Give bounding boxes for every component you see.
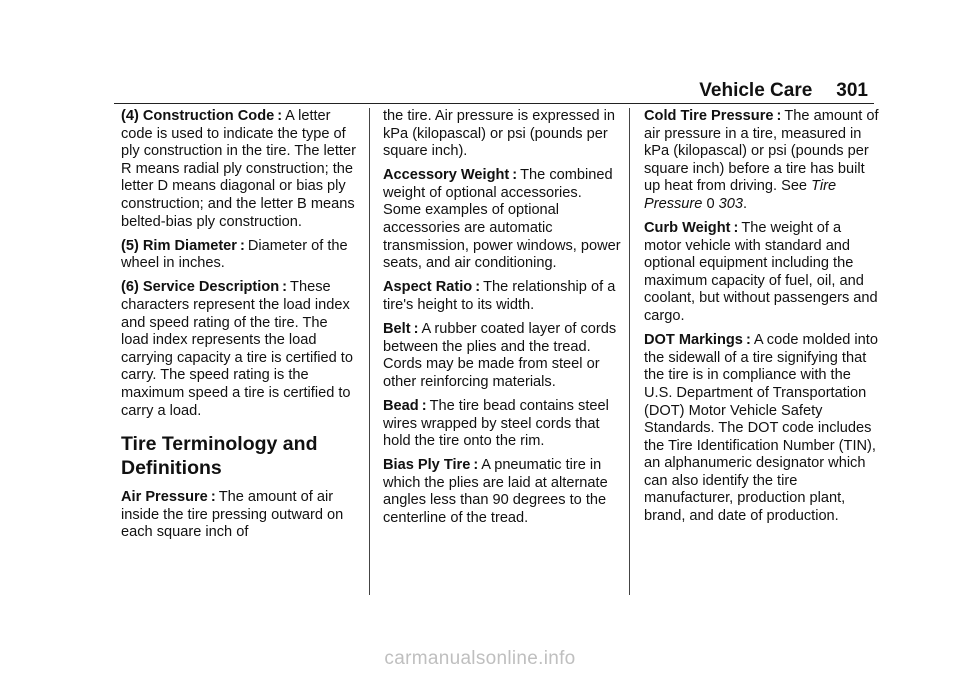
definition-text: These characters represent the load index and speed rating of the tire. The load index represents the load carrying capacity a tire is certified to carry. The speed rating is the maximum speed a tire is certified to carry a load.: [121, 279, 353, 419]
column-divider: [629, 108, 630, 595]
definition-text: A pneumatic tire in which the plies are laid at alternate angles less than 90 degrees to the centerline of the tread.: [383, 457, 608, 526]
header-rule: [114, 103, 874, 104]
watermark: carmanualsonline.info: [384, 648, 576, 669]
definition-air-pressure: Air Pressure : The amount of air inside the tire pressing outward on each square inch of: [121, 489, 344, 541]
term: (4) Construction Code: [121, 108, 275, 124]
definition-text: The amount of air inside the tire pressing outward on each square inch of: [121, 489, 344, 541]
page-reference-marker: 0: [706, 195, 715, 212]
section-heading: Tire Terminology and Definitions: [121, 433, 318, 480]
column-divider: [369, 108, 370, 595]
definition-rim-diameter: (5) Rim Diameter : Diameter of the wheel in inches.: [121, 237, 348, 272]
definition-text: Diameter of the wheel in inches.: [121, 237, 348, 272]
term: Accessory Weight: [383, 167, 510, 184]
term: Curb Weight: [644, 220, 731, 237]
definition-text: A letter code is used to indicate the type of ply construction in the tire. The letter R means radial ply construction; the letter D means diagonal or bias ply construction; and the letter B means belted-bias ply construction.: [121, 108, 356, 230]
column-1: [121, 108, 359, 548]
term: Bias Ply Tire: [383, 457, 471, 474]
page-number: 301: [836, 80, 868, 101]
term: Aspect Ratio: [383, 279, 473, 296]
definition-aspect-ratio: Aspect Ratio : The relationship of a tire's height to its width.: [383, 279, 616, 313]
continuation-text: the tire. Air pressure is expressed in kPa (kilopascal) or psi (pounds per square inch).: [383, 108, 615, 160]
definition-bead: Bead : The tire bead contains steel wires wrapped by steel cords that hold the tire onto the rim.: [383, 397, 609, 450]
definition-bias-ply-tire: Bias Ply Tire : A pneumatic tire in which the plies are laid at alternate angles less than 90 degrees to the centerline of the tread.: [383, 457, 608, 526]
term: Bead: [383, 397, 419, 414]
definition-belt: Belt : A rubber coated layer of cords between the plies and the tread. Cords may be made from steel or other reinforcing materials.: [383, 321, 617, 390]
definition-service-description: (6) Service Description : These characters represent the load index and speed rating of the tire. The load index represents the load carrying capacity a tire is certified to carry. The speed rating is the maximum speed a tire is certified to carry a load.: [121, 279, 353, 419]
term: DOT Markings: [644, 332, 743, 349]
definition-construction-code: (4) Construction Code : A letter code is used to indicate the type of ply construction in the tire. The letter R means radial ply construction; the letter D means diagonal or bias ply construction; and the letter B means belted-bias ply construction.: [121, 108, 356, 230]
term: (6) Service Description: [121, 279, 280, 296]
definition-text: The weight of a motor vehicle with standard and optional equipment including the maximum capacity of fuel, oil, and coolant, but without passengers and cargo.: [644, 220, 878, 325]
term: Belt: [383, 321, 411, 338]
definition-dot-markings: DOT Markings : A code molded into the sidewall of a tire signifying that the tire is in compliance with the U.S. Department of Transportation (DOT) Motor Vehicle Safety Standards. The DOT code includes the Tire Identification Number (TIN), an alphanumeric designator which can also identify the tire manufacturer, production plant, brand, and date of production.: [644, 332, 878, 525]
term: (5) Rim Diameter: [121, 237, 237, 254]
column-2: [383, 108, 621, 534]
definition-text: A rubber coated layer of cords between the plies and the tread. Cords may be made from steel or other reinforcing materials.: [383, 321, 617, 390]
definition-text: The tire bead contains steel wires wrapped by steel cords that hold the tire onto the rim.: [383, 397, 609, 450]
page-header: [699, 72, 868, 102]
definition-text: The amount of air pressure in a tire, measured in kPa (kilopascal) or psi (pounds per square inch) before a tire has built up heat from driving. See: [644, 108, 879, 195]
column-3: [644, 108, 882, 532]
definition-text: The relationship of a tire's height to its width.: [383, 279, 616, 313]
definition-curb-weight: Curb Weight : The weight of a motor vehicle with standard and optional equipment including the maximum capacity of fuel, oil, and coolant, but without passengers and cargo.: [644, 220, 878, 325]
term: Cold Tire Pressure: [644, 108, 774, 124]
definition-text: A code molded into the sidewall of a tire signifying that the tire is in compliance with the U.S. Department of Transportation (DOT) Motor Vehicle Safety Standards. The DOT code includes the Tire Identification Number (TIN), an alphanumeric designator which can also identify the tire manufacturer, production plant, brand, and date of production.: [644, 332, 878, 525]
definition-text: The combined weight of optional accessories. Some examples of optional accessories are automatic transmission, power windows, power seats, and air conditioning.: [383, 167, 621, 272]
cross-reference-link[interactable]: Tire Pressure: [644, 178, 837, 212]
cross-reference-page[interactable]: 303: [718, 195, 744, 212]
definition-accessory-weight: Accessory Weight : The combined weight of optional accessories. Some examples of optional accessories are automatic transmission, power windows, power seats, and air conditioning.: [383, 167, 621, 272]
section-title: Vehicle Care: [699, 80, 813, 101]
term: Air Pressure: [121, 489, 208, 506]
sentence-end: .: [743, 195, 748, 212]
definition-cold-tire-pressure: Cold Tire Pressure : The amount of air pressure in a tire, measured in kPa (kilopascal) or psi (pounds per square inch) before a tire has built up heat from driving. See Tire Pressure 0 303.: [644, 108, 879, 212]
